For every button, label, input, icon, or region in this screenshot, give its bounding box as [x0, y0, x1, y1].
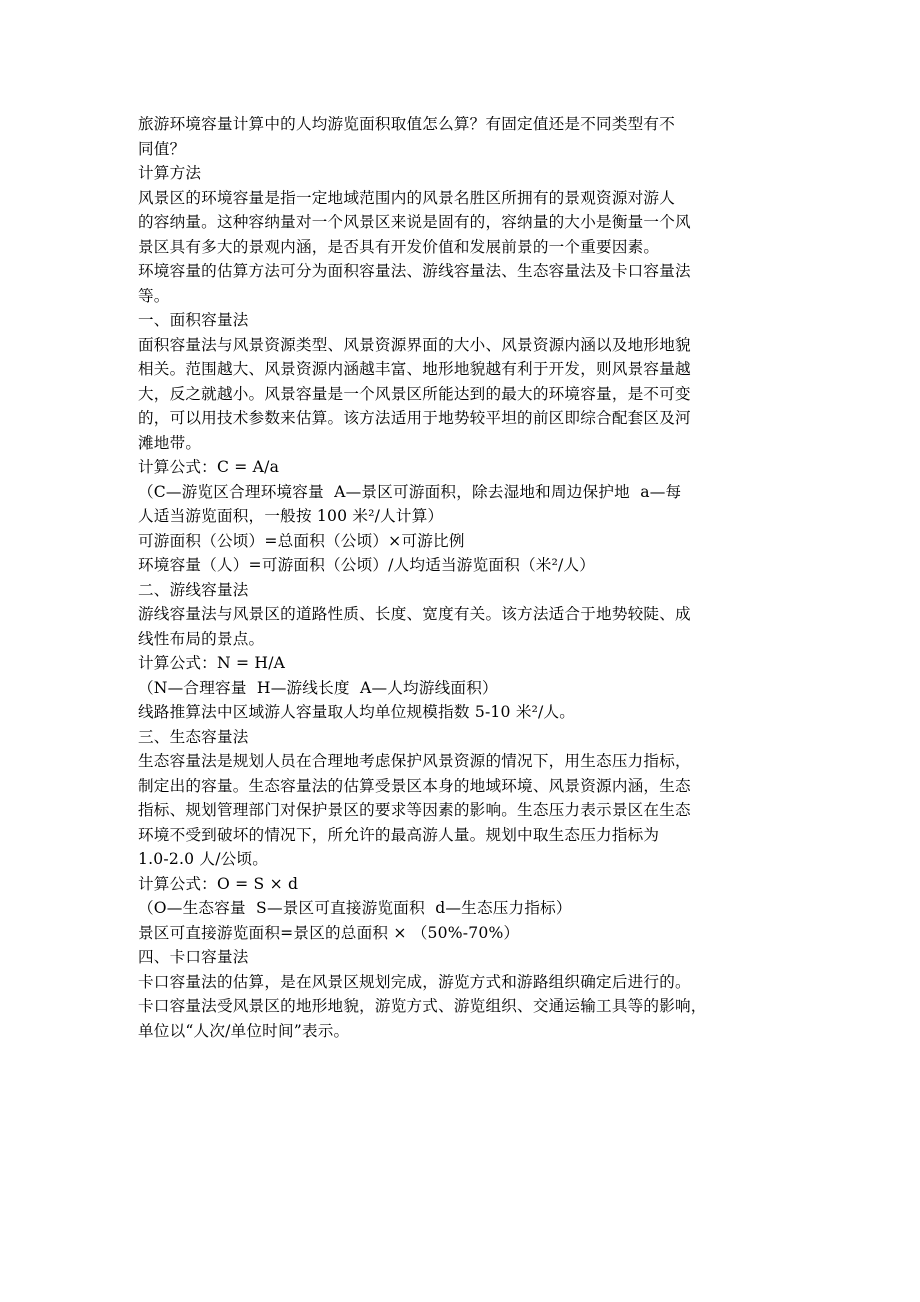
formula-note-line: （C—游览区合理环境容量 A—景区可游面积，除去湿地和周边保护地 a—每 — [138, 482, 682, 501]
paragraph-line: 滩地带。 — [138, 433, 202, 452]
paragraph-line: 卡口容量法的估算，是在风景区规划完成，游览方式和游路组织确定后进行的。 — [138, 972, 691, 991]
paragraph-line: 景区具有多大的景观内涵，是否具有开发价值和发展前景的一个重要因素。 — [138, 237, 660, 256]
formula-line: 计算公式：C = A/a — [138, 458, 280, 476]
formula-line: 可游面积（公顷）=总面积（公顷）×可游比例 — [138, 531, 465, 550]
paragraph-line: 线路推算法中区域游人容量取人均单位规模指数 5-10 米²/人。 — [138, 703, 576, 721]
section-heading-area-method: 一、面积容量法 — [138, 311, 249, 329]
formula-line: 景区可直接游览面积=景区的总面积 × （50%-70%） — [138, 923, 520, 942]
formula-line: 环境容量（人）=可游面积（公顷）/人均适当游览面积（米²/人） — [138, 556, 596, 574]
question-title-line-2: 同值？ — [138, 139, 186, 158]
paragraph-line: 相关。范围越大、风景资源内涵越丰富、地形地貌越有利于开发，则风景容量越 — [138, 360, 691, 378]
paragraph-line: 卡口容量法受风景区的地形地貌，游览方式、游览组织、交通运输工具等的影响， — [138, 997, 707, 1015]
paragraph-line: 单位以“人次/单位时间”表示。 — [138, 1021, 350, 1040]
paragraph-line: 线性布局的景点。 — [138, 629, 265, 648]
question-title-line-1: 旅游环境容量计算中的人均游览面积取值怎么算？有固定值还是不同类型有不 — [138, 115, 675, 133]
paragraph-line: 等。 — [138, 286, 170, 305]
paragraph-line: 风景区的环境容量是指一定地域范围内的风景名胜区所拥有的景观资源对游人 — [138, 188, 675, 207]
formula-note-line: （N—合理容量 H—游线长度 A—人均游线面积） — [138, 678, 498, 697]
section-heading-checkpoint-method: 四、卡口容量法 — [138, 948, 249, 966]
paragraph-line: 大，反之就越小。风景容量是一个风景区所能达到的最大的环境容量，是不可变 — [138, 384, 691, 403]
formula-line: 计算公式：O = S × d — [138, 874, 299, 893]
document-body — [138, 112, 798, 1043]
section-heading-ecological-method: 三、生态容量法 — [138, 727, 249, 746]
paragraph-line: 生态容量法是规划人员在合理地考虑保护风景资源的情况下，用生态压力指标， — [138, 752, 691, 770]
paragraph-line: 面积容量法与风景资源类型、风景资源界面的大小、风景资源内涵以及地形地貌 — [138, 335, 691, 354]
paragraph-line: 环境容量的估算方法可分为面积容量法、游线容量法、生态容量法及卡口容量法 — [138, 262, 691, 280]
paragraph-line: 环境不受到破坏的情况下，所允许的最高游人量。规划中取生态压力指标为 — [138, 825, 660, 844]
paragraph-line: 制定出的容量。生态容量法的估算受景区本身的地域环境、风景资源内涵，生态 — [138, 776, 691, 795]
paragraph-line: 1.0-2.0 人/公顷。 — [138, 850, 269, 868]
paragraph-line: 指标、规划管理部门对保护景区的要求等因素的影响。生态压力表示景区在生态 — [138, 801, 691, 819]
section-heading-route-method: 二、游线容量法 — [138, 580, 249, 599]
heading-calculation-method: 计算方法 — [138, 164, 202, 182]
paragraph-line: 游线容量法与风景区的道路性质、长度、宽度有关。该方法适合于地势较陡、成 — [138, 605, 691, 623]
paragraph-line: 的，可以用技术参数来估算。该方法适用于地势较平坦的前区即综合配套区及河 — [138, 409, 691, 427]
formula-note-line: 人适当游览面积，一般按 100 米²/人计算） — [138, 507, 444, 525]
paragraph-line: 的容纳量。这种容纳量对一个风景区来说是固有的，容纳量的大小是衡量一个风 — [138, 213, 691, 231]
formula-line: 计算公式：N = H/A — [138, 654, 286, 672]
formula-note-line: （O—生态容量 S—景区可直接游览面积 d—生态压力指标） — [138, 899, 572, 917]
